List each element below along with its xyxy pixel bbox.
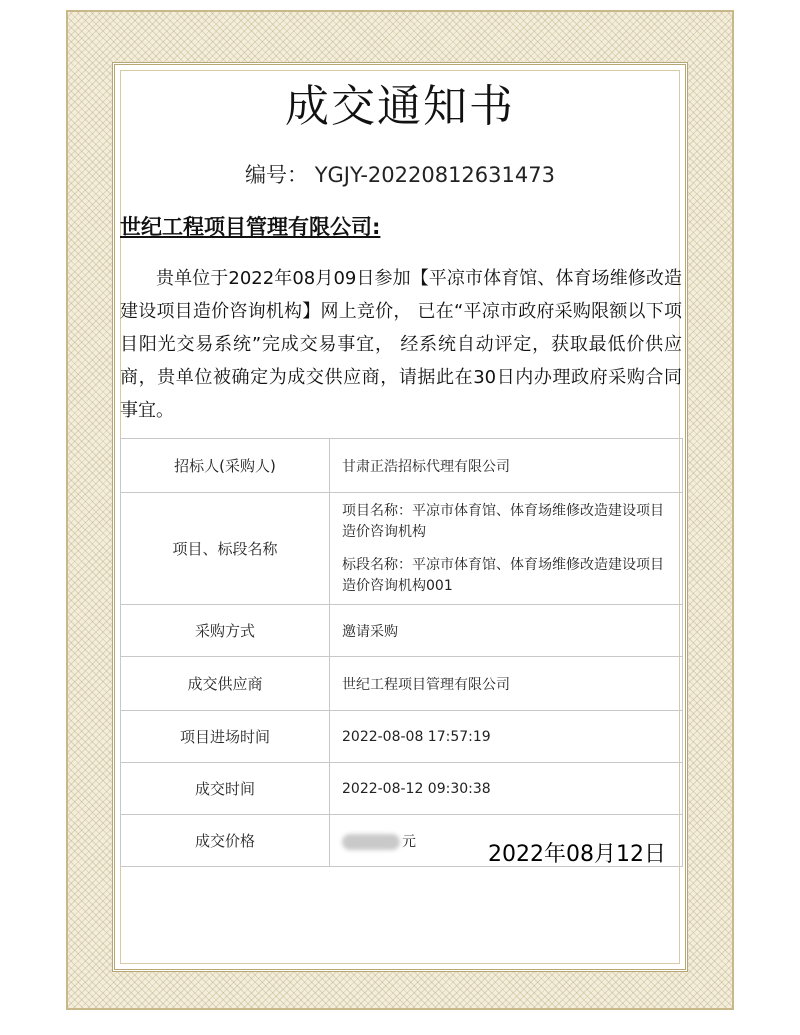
serial-number: YGJY-20220812631473 xyxy=(314,163,555,187)
row-label-project-section: 项目、标段名称 xyxy=(121,493,330,605)
recipient-company: 世纪工程项目管理有限公司: xyxy=(120,215,381,239)
row-value-entry-time: 2022-08-08 17:57:19 xyxy=(330,711,683,763)
notice-body-text: 贵单位于2022年08月09日参加【平凉市体育馆、体育场维修改造建设项目造价咨询机构】网上竞价， 已在“平凉市政府采购限额以下项目阳光交易系统”完成交易事宜， 经系统自动评定，获取最低价供应商，贵单位被确定为成交供应商，请据此在30日内办理政府采购合同事宜。 xyxy=(120,268,682,421)
table-row xyxy=(121,439,683,493)
row-value-deal-time: 2022-08-12 09:30:38 xyxy=(330,763,683,815)
row-label-deal-price: 成交价格 xyxy=(121,815,330,867)
table-row xyxy=(121,763,683,815)
serial-label: 编号： xyxy=(245,163,309,187)
row-label-procurement-method: 采购方式 xyxy=(121,605,330,657)
row-label-deal-time: 成交时间 xyxy=(121,763,330,815)
document-title: 成交通知书 xyxy=(285,81,515,132)
row-value-purchaser: 甘肃正浩招标代理有限公司 xyxy=(330,439,683,493)
row-value-supplier: 世纪工程项目管理有限公司 xyxy=(330,657,683,711)
row-label-supplier: 成交供应商 xyxy=(121,657,330,711)
table-row xyxy=(121,605,683,657)
table-row xyxy=(121,493,683,605)
price-unit: 元 xyxy=(402,833,416,850)
redacted-price xyxy=(342,834,400,850)
section-name: 标段名称：平凉市体育馆、体育场维修改造建设项目造价咨询机构001 xyxy=(342,556,664,594)
serial-number-line xyxy=(112,160,688,190)
transaction-info-table xyxy=(120,438,683,867)
row-label-entry-time: 项目进场时间 xyxy=(121,711,330,763)
table-row xyxy=(121,657,683,711)
row-value-project-section xyxy=(330,493,683,605)
row-value-procurement-method: 邀请采购 xyxy=(330,605,683,657)
project-name: 项目名称：平凉市体育馆、体育场维修改造建设项目造价咨询机构 xyxy=(342,502,664,540)
row-label-purchaser: 招标人(采购人) xyxy=(121,439,330,493)
table-row xyxy=(121,711,683,763)
issue-date: 2022年08月12日 xyxy=(488,842,666,867)
